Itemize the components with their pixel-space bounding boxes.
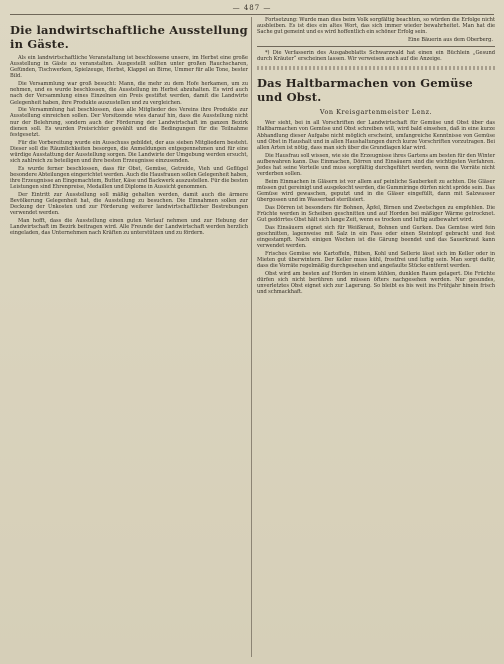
top-rule [10,14,494,15]
article-signature: Eine Bäuerin aus dem Oberberg. [407,36,493,43]
paragraph: Wer sieht, bei in all Vorschriften der Landwirtschaft für Gemüse und Obst über das Haltbarmachen von Gemüse und Obst schreiben will, wird bald einsehen, daß in eine kurze Abhandlung dieser Aufgabe nicht möglich erscheint, umfangreiche Kenntnisse von Gemüse und Obst in Haushalt und in allen Haushaltungen durch kurze Vorschriften vorzutragen. Bei allen Arten ist nötig, dass man sich über die Grundlagen klar wird. [257,120,495,151]
paragraph: Das Einsäuern eignet sich für Weißkraut, Bohnen und Gurken. Das Gemüse wird fein geschnitten, lagenweise mit Salz in ein Fass oder einen Steintopf gebracht und fest eingestampft. Nach einigen Wochen ist die Gärung beendet und das Sauerkraut kann verwendet werden. [257,224,495,250]
column-divider [251,17,252,657]
footnote: *) Die Verfasserin des Ausgabeblatts Schwarzwald hat einen ein Büchlein „Gesund durch Kräuter“ erscheinen lassen. Wir verweisen auch auf die Anzeige. [257,49,495,63]
paragraph: Für die Vorbereitung wurde ein Ausschuss gebildet, der aus sieben Mitgliedern besteht. Dieser soll die Räumlichkeiten besorgen, die Anmeldungen entgegennehmen und für eine würdige Ausstattung der Ausstellung sorgen. Die Landwirte der Umgebung werden ersucht, sich zahlreich zu beteiligen und ihre besten Erzeugnisse einzusenden. [10,139,248,164]
article-headline-preserving: Das Haltbarmachen von Gemüse und Obst. [257,76,473,105]
paragraph: Die Hausfrau soll wissen, wie sie die Erzeugnisse ihres Gartens am besten für den Winter aufbewahren kann. Das Einmachen, Dörren und Einsäuern sind die wichtigsten Verfahren. Jedes hat seine Vorteile und muss sorgfältig durchgeführt werden, wenn die Vorräte nicht verderben sollen. [257,152,495,178]
paragraph: Der Eintritt zur Ausstellung soll mäßig gehalten werden, damit auch die ärmere Bevölkerung Gelegenheit hat, die Ausstellung zu besuchen. Die Einnahmen sollen zur Deckung der Unkosten und zur Förderung weiterer landwirtschaftlicher Bestrebungen verwendet werden. [10,191,248,217]
dotted-divider [257,66,495,70]
paragraph: Die Versammlung war groß besucht: Mann, die mehr zu dem Hofe herkamen, um zu nehmen, und es wurde beschlossen, die Ausstellung im Herbst abzuhalten. Es wird auch nach der Versammlung eines Einzelnen ein Preis gestiftet werden, damit die Landwirte Gelegenheit haben, ihre Produkte auszustellen und zu vergleichen. [10,81,248,106]
article-body-preserving [257,120,495,295]
paragraph: Die Versammlung hat beschlossen, dass alle Mitglieder des Vereins ihre Produkte zur Ausstellung einreichen sollen. Der Vorsitzende wies darauf hin, dass die Ausstellung nicht nur der Belehrung, sondern auch der Förderung der Landwirtschaft im ganzen Bezirk dienen soll. Es wurden Preisrichter gewählt und die Bedingungen für die Teilnahme festgesetzt. [10,107,248,138]
article-continuation [257,17,495,35]
paragraph: Frisches Gemüse wie Kartoffeln, Rüben, Kohl und Sellerie lässt sich im Keller oder in Mieten gut überwintern. Der Keller muss kühl, frostfrei und luftig sein. Man sorgt dafür, dass die Vorräte regelmäßig durchgesehen und angefaulte Stücke entfernt werden. [257,250,495,270]
page-number: — 487 — [232,4,272,12]
article-headline-exhibition: Die landwirtschaftliche Ausstellung in Gäste. [10,23,248,51]
left-column [10,17,248,238]
paragraph: Beim Einmachen in Gläsern ist vor allem auf peinliche Sauberkeit zu achten. Die Gläser müssen gut gereinigt und ausgekocht werden, die Gummiringe dürfen nicht spröde sein. Das Gemüse wird gewaschen, geputzt und in die Gläser eingefüllt, dann mit Salzwasser übergossen und im Wasserbad sterilisiert. [257,178,495,204]
article-body-exhibition [10,55,248,236]
paragraph: Fortsetzung: Wurde man dies beim Volk sorgfältig beachten, so würden die Erfolge nicht ausbleiben. Es ist dies ein altes Wort, das sich immer wieder bewahrheitet. Man hat die Sache gut gemeint und es wird hoffentlich ein schöner Erfolg sein. [257,17,495,36]
paragraph: Es wurde ferner beschlossen, dass für Obst, Gemüse, Getreide, Vieh und Geflügel besondere Abteilungen eingerichtet werden. Auch die Hausfrauen sollen Gelegenheit haben, ihre Erzeugnisse an Eingemachtem, Butter, Käse und Backwerk auszustellen. Für die besten Leistungen sind Ehrenpreise, Medaillen und Diplome in Aussicht genommen. [10,165,248,191]
separator-rule [257,46,495,47]
paragraph: Obst wird am besten auf Horden in einem kühlen, dunklen Raum gelagert. Die Früchte dürfen sich nicht berühren und müssen öfters nachgesehen werden. Nur gesundes, unverletztes Obst eignet sich zur Lagerung. So bleibt es bis weit ins Frühjahr hinein frisch und schmackhaft. [257,270,495,296]
article-byline: Von Kreisgartenmeister Lenz. [319,108,433,117]
paragraph: Man hofft, dass die Ausstellung einen guten Verlauf nehmen und zur Hebung der Landwirtschaft im Bezirk beitragen wird. Alle Freunde der Landwirtschaft werden herzlich eingeladen, das Unternehmen nach Kräften zu unterstützen und zu fördern. [10,217,248,237]
paragraph: Als ein landwirtschaftliche Veranstaltung ist beschlossene unsere, im Herbst eine große Ausstellung in Gäste zu veranstalten. Ausgestellt sollten unter großen Rauchscharen, Gefünden, Tischwerken, Spielzeuge, Herbst, Klappel an Birne, Ummer für alle Tone, bester Bild. [10,55,248,80]
paragraph: Das Dörren ist besonders für Bohnen, Äpfel, Birnen und Zwetschgen zu empfehlen. Die Früchte werden in Scheiben geschnitten und auf Horden bei mäßiger Wärme getrocknet. Gut gedörrtes Obst hält sich lange Zeit, wenn es trocken und luftig aufbewahrt wird. [257,204,495,224]
right-column [257,17,495,297]
